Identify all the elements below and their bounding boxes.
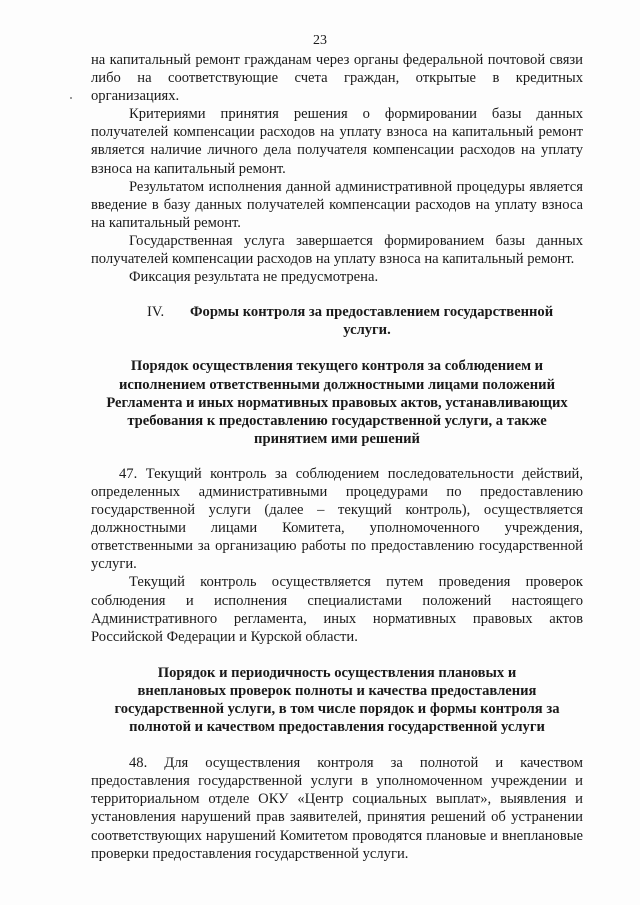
paragraph-completion: Государственная услуга завершается формированием базы данных получателей компенсации расходов на уплату взноса на капитальный ремонт. (91, 232, 583, 268)
section-title-line2: услуги. (343, 322, 391, 339)
paragraph-48: 48. Для осуществления контроля за полнотой и качеством предоставления государственной услуги в уполномоченном учреждении и территориальном отделе ОКУ «Центр социальных выплат», выявления и установления нарушений прав заявителей, принятия решений об устранении соответствующих нарушений Комитетом проводятся плановые и внеплановые проверки предоставления государственной услуги. (91, 755, 583, 862)
subheading-line: Порядок и периодичность осуществления плановых и (157, 664, 517, 681)
paragraph-47: 47. Текущий контроль за соблюдением последовательности действий, определенных административными процедурами по предоставлению государственной услуги (далее – текущий контроль), осуществляется должностными лицами Комитета, уполномоченного учреждения, ответственными за организацию работы по предоставлению государственной услуги. (91, 465, 583, 573)
subheading-line: полнотой и качеством предоставления государственной услуги (129, 719, 545, 736)
paragraph-continuation: на капитальный ремонт гражданам через органы федеральной почтовой связи либо на соответствующие счета граждан, открытые в кредитных организациях. (91, 52, 583, 105)
section-title-line1: Формы контроля за предоставлением государственной (190, 304, 554, 321)
subheading-line: государственной услуги, в том числе порядок и формы контроля за (114, 701, 560, 717)
subheading-line: принятием ими решений (254, 430, 420, 447)
section-number: IV. (147, 304, 165, 321)
paragraph-fixation: Фиксация результата не предусмотрена. (129, 269, 379, 286)
document-body (91, 51, 583, 863)
subheading-line: Порядок осуществления текущего контроля за соблюдением и (130, 358, 544, 375)
section-heading (91, 303, 583, 339)
page-number: 23 (313, 33, 327, 48)
paragraph-current-control: Текущий контроль осуществляется путем проведения проверок соблюдения и исполнения специалистами положений настоящего Административного регламента, иных нормативных правовых актов Российской Федерации и Курской области. (91, 574, 583, 645)
subheading-line: внеплановых проверок полноты и качества предоставления (137, 682, 537, 699)
subheading-inspections (91, 664, 583, 736)
subheading-current-control (91, 357, 583, 447)
subheading-line: исполнением ответственными должностными лицами положений (119, 376, 555, 393)
subheading-line: требования к предоставлению государственной услуги, а также (127, 412, 547, 429)
subheading-line: Регламента и иных нормативных правовых актов, устанавливающих (106, 394, 568, 411)
scan-speck (70, 97, 72, 99)
paragraph-result: Результатом исполнения данной административной процедуры является введение в базу данных получателей компенсации расходов на уплату взноса на капитальный ремонт. (91, 178, 583, 231)
paragraph-criteria: Критериями принятия решения о формировании базы данных получателей компенсации расходов на уплату взноса на капитальный ремонт является наличие личного дела получателя компенсации расходов на уплату взноса на капитальный ремонт. (91, 106, 583, 177)
